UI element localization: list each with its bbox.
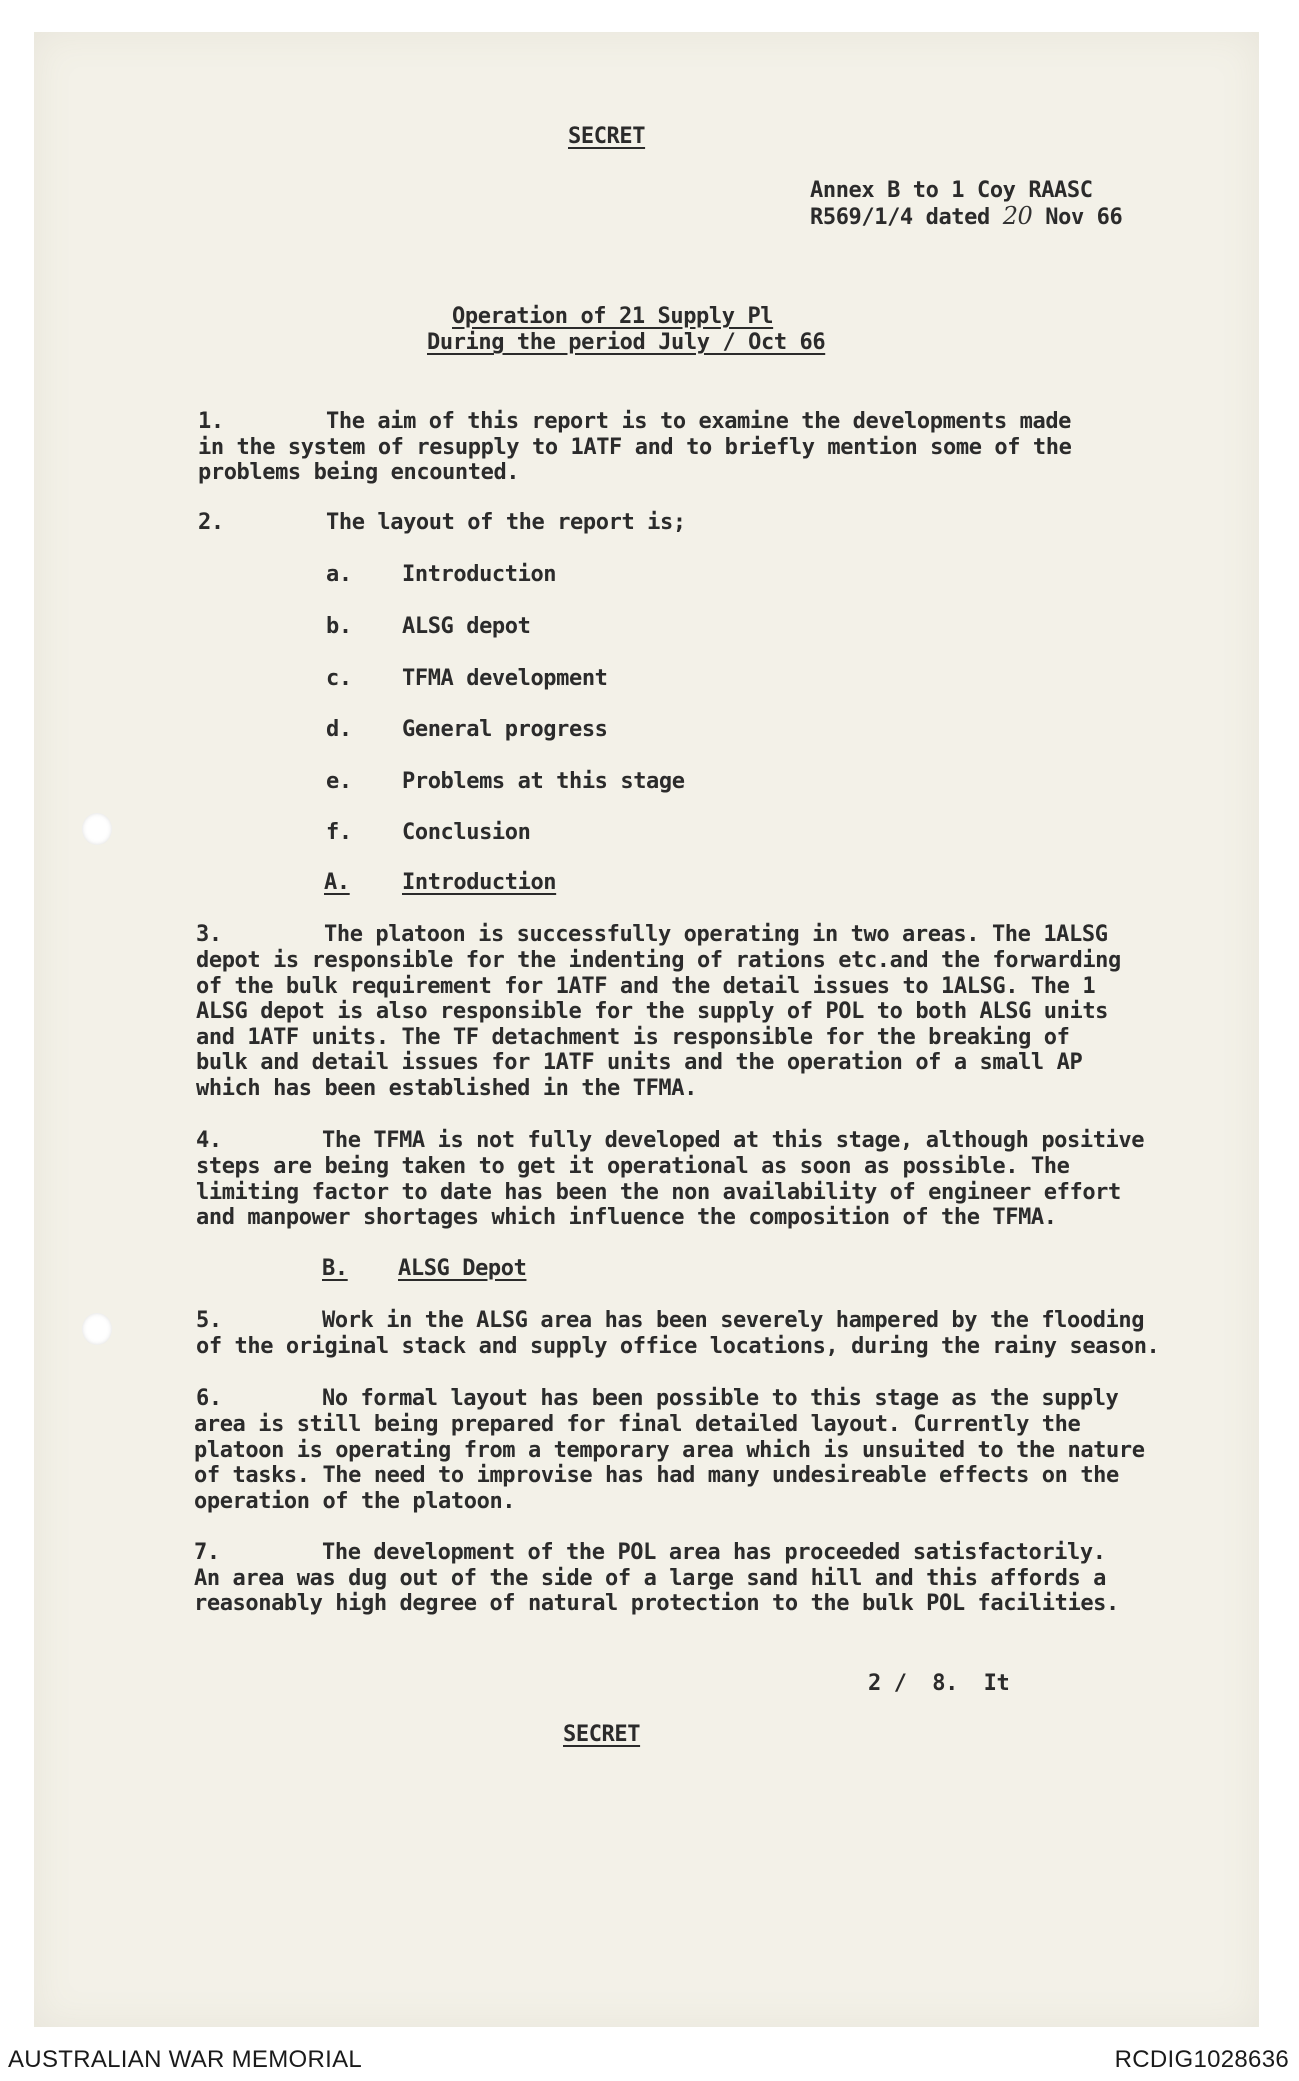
footer-record-id: RCDIG1028636: [1114, 2046, 1289, 2073]
section-a-title: Introduction: [402, 870, 557, 895]
layout-item-f-letter: f.: [326, 820, 352, 845]
para-5-number: 5.: [196, 1308, 222, 1333]
para-4-line-4: and manpower shortages which influence the composition of the TFMA.: [196, 1205, 1057, 1230]
layout-item-f-text: Conclusion: [402, 820, 531, 845]
para-5-line-1: Work in the ALSG area has been severely hampered by the flooding: [322, 1308, 1145, 1333]
doc-title-line-1: Operation of 21 Supply Pl: [452, 304, 774, 329]
para-6-line-1: No formal layout has been possible to this stage as the supply: [322, 1386, 1119, 1411]
para-6-line-5: operation of the platoon.: [194, 1489, 516, 1514]
layout-item-a-text: Introduction: [402, 562, 557, 587]
para-3-line-1: The platoon is successfully operating in two areas. The 1ALSG: [324, 922, 1108, 947]
layout-item-b-text: ALSG depot: [402, 614, 531, 639]
layout-item-c-letter: c.: [326, 666, 352, 691]
layout-item-d-letter: d.: [326, 717, 352, 742]
para-3-line-5: and 1ATF units. The TF detachment is responsible for the breaking of: [196, 1025, 1070, 1050]
para-6-line-4: of tasks. The need to improvise has had many undesireable effects on the: [194, 1463, 1119, 1488]
section-b-title: ALSG Depot: [398, 1256, 527, 1281]
para-1-number: 1.: [198, 409, 224, 434]
para-3-line-4: ALSG depot is also responsible for the supply of POL to both ALSG units: [196, 999, 1109, 1024]
punch-hole-upper: [82, 813, 112, 845]
para-7-line-2: An area was dug out of the side of a large sand hill and this affords a: [194, 1566, 1107, 1591]
layout-item-e-text: Problems at this stage: [402, 769, 685, 794]
annex-ref: R569/1/4 dated: [810, 205, 1003, 230]
section-b-letter: B.: [322, 1256, 348, 1281]
section-a-letter: A.: [324, 870, 350, 895]
footer-archive-name: AUSTRALIAN WAR MEMORIAL: [8, 2046, 363, 2073]
layout-item-e-letter: e.: [326, 769, 352, 794]
para-2-line-1: The layout of the report is;: [326, 510, 686, 535]
annex-month: Nov 66: [1032, 205, 1123, 230]
classification-bottom: SECRET: [563, 1722, 641, 1747]
layout-item-b-letter: b.: [326, 614, 352, 639]
para-7-number: 7.: [194, 1540, 220, 1565]
para-3-number: 3.: [196, 922, 222, 947]
para-6-number: 6.: [196, 1386, 222, 1411]
classification-top: SECRET: [568, 124, 646, 149]
para-2-number: 2.: [198, 510, 224, 535]
layout-item-d-text: General progress: [402, 717, 608, 742]
para-4-line-2: steps are being taken to get it operational as soon as possible. The: [196, 1154, 1070, 1179]
para-7-line-1: The development of the POL area has proceeded satisfactorily.: [322, 1540, 1106, 1565]
annex-line-2: [810, 203, 1122, 231]
para-6-line-3: platoon is operating from a temporary area which is unsuited to the nature: [194, 1438, 1145, 1463]
layout-item-a-letter: a.: [326, 562, 352, 587]
para-4-line-1: The TFMA is not fully developed at this stage, although positive: [322, 1128, 1145, 1153]
para-4-number: 4.: [196, 1128, 222, 1153]
continuation-note: 2 / 8. It: [868, 1671, 1010, 1696]
para-1-line-3: problems being encounted.: [198, 460, 520, 485]
para-4-line-3: limiting factor to date has been the non availability of engineer effort: [196, 1180, 1121, 1205]
para-1-line-1: The aim of this report is to examine the developments made: [326, 409, 1072, 434]
para-6-line-2: area is still being prepared for final detailed layout. Currently the: [194, 1412, 1081, 1437]
para-1-line-2: in the system of resupply to 1ATF and to briefly mention some of the: [198, 435, 1072, 460]
punch-hole-lower: [82, 1313, 112, 1345]
layout-item-c-text: TFMA development: [402, 666, 608, 691]
para-3-line-7: which has been established in the TFMA.: [196, 1076, 697, 1101]
para-7-line-3: reasonably high degree of natural protection to the bulk POL facilities.: [194, 1591, 1119, 1616]
doc-title-line-2: During the period July / Oct 66: [427, 330, 826, 355]
para-3-line-3: of the bulk requirement for 1ATF and the detail issues to 1ALSG. The 1: [196, 974, 1096, 999]
handwritten-date: 20: [1002, 202, 1033, 230]
para-5-line-2: of the original stack and supply office locations, during the rainy season.: [196, 1334, 1160, 1359]
para-3-line-6: bulk and detail issues for 1ATF units and the operation of a small AP: [196, 1050, 1083, 1075]
annex-line-1: Annex B to 1 Coy RAASC: [810, 178, 1093, 203]
para-3-line-2: depot is responsible for the indenting of rations etc.and the forwarding: [196, 948, 1121, 973]
